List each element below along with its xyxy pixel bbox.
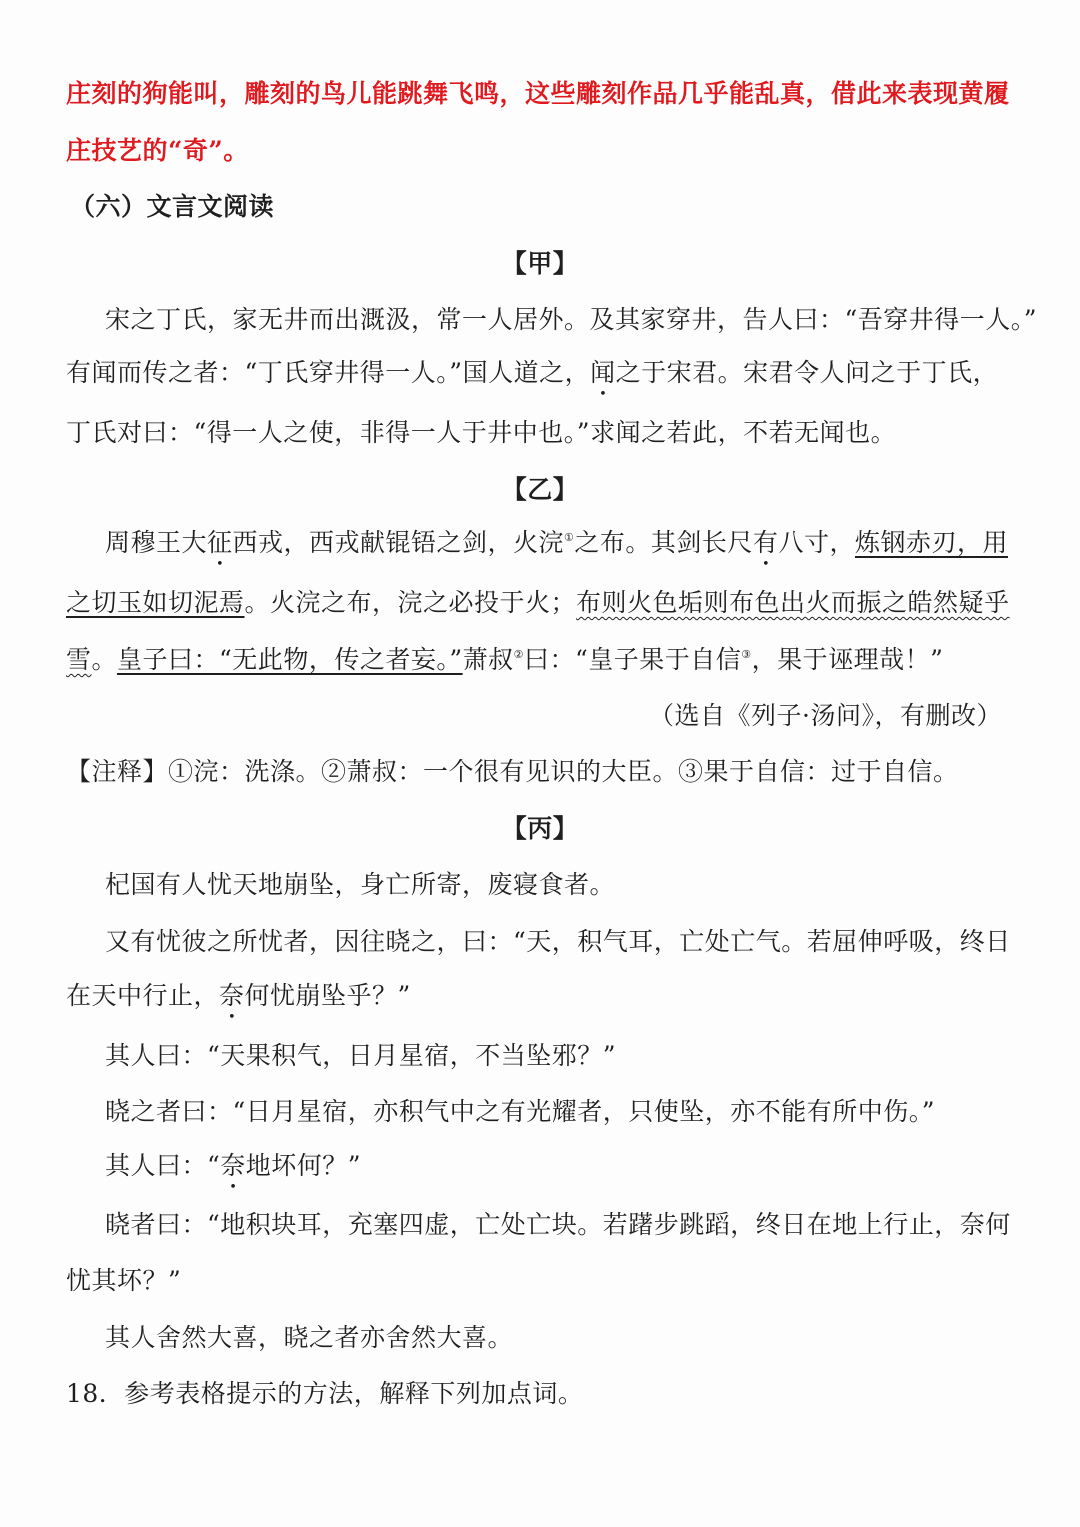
wavy-underlined-sentence-start: 布则火色垢则布色出火而振之皓然疑乎 — [576, 588, 1010, 617]
yi-line-1-text-a: 周穆王大 — [105, 528, 208, 557]
yi-line-1-text-b: 西戎，西戎献锟铻之剑，火浣 — [232, 528, 565, 557]
bing-line-3-text-a: 在天中行止， — [66, 981, 220, 1010]
yi-line-2 — [66, 587, 1010, 619]
passage-jia-label: 【甲】 — [501, 249, 579, 278]
bing-line-3-text-b: 何忧崩坠乎？” — [244, 981, 411, 1010]
dotted-word-nai-1: 奈 — [219, 981, 245, 1010]
yi-notes: 【注释】①浣：洗涤。②萧叔：一个很有见识的大臣。③果于自信：过于自信。 — [66, 757, 959, 786]
jia-line-1: 宋之丁氏，家无井而出溉汲，常一人居外。及其家穿井，告人曰：“吾穿井得一人。” — [105, 305, 1038, 334]
dotted-word-you: 有 — [752, 528, 779, 557]
dotted-word-nai-2: 奈 — [220, 1151, 246, 1180]
yi-line-2-text-a: 。火浣之布，浣之必投于火； — [244, 588, 577, 617]
note-marker-1: ① — [564, 531, 575, 544]
jia-line-3: 丁氏对曰：“得一人之使，非得一人于井中也。”求闻之若此，不若无闻也。 — [66, 418, 897, 447]
yi-line-3-text-d: ，果于诬理哉！” — [751, 645, 944, 674]
underlined-sentence-1-start: 炼钢赤刃，用 — [854, 528, 1008, 557]
jia-line-2 — [66, 357, 998, 402]
bing-line-7: 晓者曰：“地积块耳，充塞四虚，亡处亡块。若躇步跳蹈，终日在地上行止，奈何 — [105, 1210, 1011, 1239]
section-heading: （六）文言文阅读 — [70, 192, 275, 221]
bing-line-6-text-b: 地坏何？” — [245, 1151, 362, 1180]
answer-line-2: 庄技艺的“奇”。 — [66, 136, 249, 165]
yi-line-3 — [66, 644, 943, 676]
wavy-underlined-sentence-end: 雪 — [66, 645, 92, 674]
note-marker-3: ③ — [741, 648, 752, 661]
bing-line-9: 其人舍然大喜，晓之者亦舍然大喜。 — [105, 1323, 514, 1352]
bing-line-1: 杞国有人忧天地崩坠，身亡所寄，废寝食者。 — [105, 870, 616, 899]
bing-line-8: 忧其坏？” — [66, 1266, 182, 1295]
jia-line-2-text-a: 有闻而传之者：“丁氏穿井得一人。”国人道之， — [66, 358, 591, 387]
yi-line-1-text-c: 之布。其剑长尺 — [574, 528, 753, 557]
answer-line-1: 庄刻的狗能叫，雕刻的鸟儿能跳舞飞鸣，这些雕刻作品几乎能乱真，借此来表现黄履 — [66, 79, 1010, 108]
passage-bing-label: 【丙】 — [501, 814, 579, 843]
bing-line-6-text-a: 其人曰：“ — [105, 1151, 221, 1180]
jia-line-2-text-b: 之于宋君。宋君令人问之于丁氏， — [615, 358, 999, 387]
note-marker-2: ② — [513, 648, 524, 661]
passage-yi-label: 【乙】 — [501, 475, 579, 504]
yi-line-1-text-d: 八寸， — [778, 528, 855, 557]
bing-line-2: 又有忧彼之所忧者，因往晓之，曰：“天，积气耳，亡处亡气。若屈伸呼吸，终日 — [105, 927, 1011, 956]
underlined-sentence-2: 皇子曰：“无此物，传之者妄。” — [117, 645, 463, 674]
bing-line-5: 晓之者曰：“日月星宿，亦积气中之有光耀者，只使坠，亦不能有所中伤。” — [105, 1097, 936, 1126]
yi-line-3-text-b: 萧叔 — [462, 645, 514, 674]
yi-line-3-text-a: 。 — [91, 645, 118, 674]
yi-source: （选自《列子·汤问》，有删改） — [649, 701, 1002, 730]
question-18: 18．参考表格提示的方法，解释下列加点词。 — [66, 1379, 584, 1408]
yi-line-3-text-c: 曰：“皇子果于自信 — [524, 645, 742, 674]
bing-line-6 — [105, 1150, 361, 1195]
underlined-sentence-1-end: 之切玉如切泥焉 — [66, 588, 245, 617]
bing-line-4: 其人曰：“天果积气，日月星宿，不当坠邪？” — [105, 1041, 617, 1070]
bing-line-3 — [66, 980, 411, 1025]
dotted-word-wen: 闻 — [590, 358, 616, 387]
dotted-word-zheng: 征 — [207, 528, 233, 557]
yi-line-1 — [105, 527, 1008, 572]
